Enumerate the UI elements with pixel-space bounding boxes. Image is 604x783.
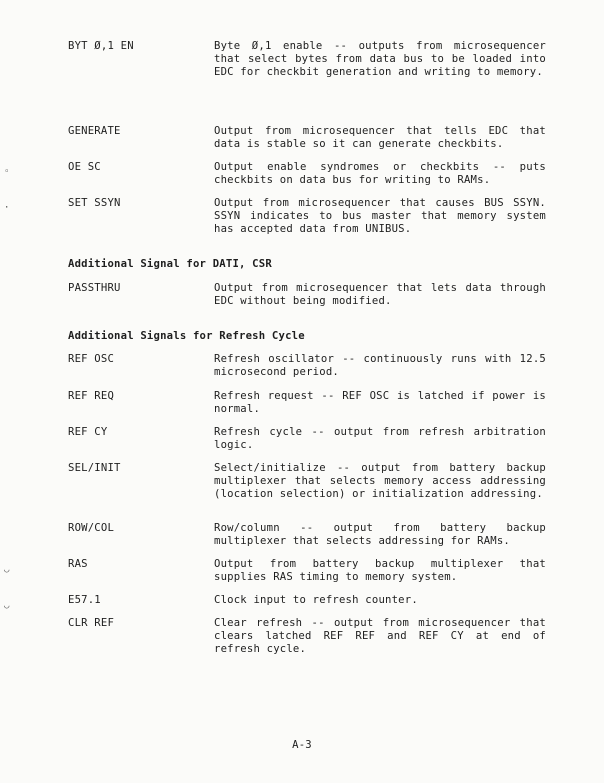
signal-description: Output from microsequencer that lets data through EDC without being modified. [214, 282, 546, 307]
signal-description: Refresh request -- REF OSC is latched if power is normal. [214, 390, 546, 415]
signal-description: Clear refresh -- output from microsequencer that clears latched REF REF and REF CY at end of refresh cycle. [214, 617, 546, 655]
section-heading-refresh: Additional Signals for Refresh Cycle [68, 330, 305, 342]
signal-name: GENERATE [68, 125, 121, 137]
signal-name: REF CY [68, 426, 108, 438]
signal-description: Row/column -- output from battery backup multiplexer that selects addressing for RAMs. [214, 522, 546, 547]
signal-name: BYT Ø,1 EN [68, 40, 134, 52]
signal-description: Byte Ø,1 enable -- outputs from microsequencer that select bytes from data bus to be loaded into EDC for checkbit generation and writing to memory. [214, 40, 546, 78]
signal-description: Output from battery backup multiplexer that supplies RAS timing to memory system. [214, 558, 546, 583]
signal-description: Refresh oscillator -- continuously runs with 12.5 microsecond period. [214, 353, 546, 378]
page-number: A-3 [292, 739, 312, 751]
signal-name: SET SSYN [68, 197, 121, 209]
scan-mark: ◦ [4, 167, 10, 177]
signal-name: CLR REF [68, 617, 115, 629]
scan-mark: · [4, 203, 10, 213]
scan-mark: ◡ [4, 565, 10, 575]
signal-description: Select/initialize -- output from battery backup multiplexer that selects memory access addressing (location selection) or initialization addressing. [214, 462, 546, 500]
signal-name: SEL/INIT [68, 462, 121, 474]
signal-name: PASSTHRU [68, 282, 121, 294]
signal-name: ROW/COL [68, 522, 115, 534]
signal-description: Output enable syndromes or checkbits -- puts checkbits on data bus for writing to RAMs. [214, 161, 546, 186]
signal-name: OE SC [68, 161, 101, 173]
signal-description: Clock input to refresh counter. [214, 594, 418, 606]
signal-name: E57.1 [68, 594, 101, 606]
signal-description: Refresh cycle -- output from refresh arbitration logic. [214, 426, 546, 451]
signal-description: Output from microsequencer that causes BUS SSYN. SSYN indicates to bus master that memory system has accepted data from UNIBUS. [214, 197, 546, 235]
signal-name: REF OSC [68, 353, 115, 365]
scan-mark: ◡ [4, 601, 10, 611]
section-heading-dati: Additional Signal for DATI, CSR [68, 258, 272, 270]
signal-description: Output from microsequencer that tells EDC that data is stable so it can generate checkbits. [214, 125, 546, 150]
signal-name: RAS [68, 558, 88, 570]
signal-name: REF REQ [68, 390, 115, 402]
